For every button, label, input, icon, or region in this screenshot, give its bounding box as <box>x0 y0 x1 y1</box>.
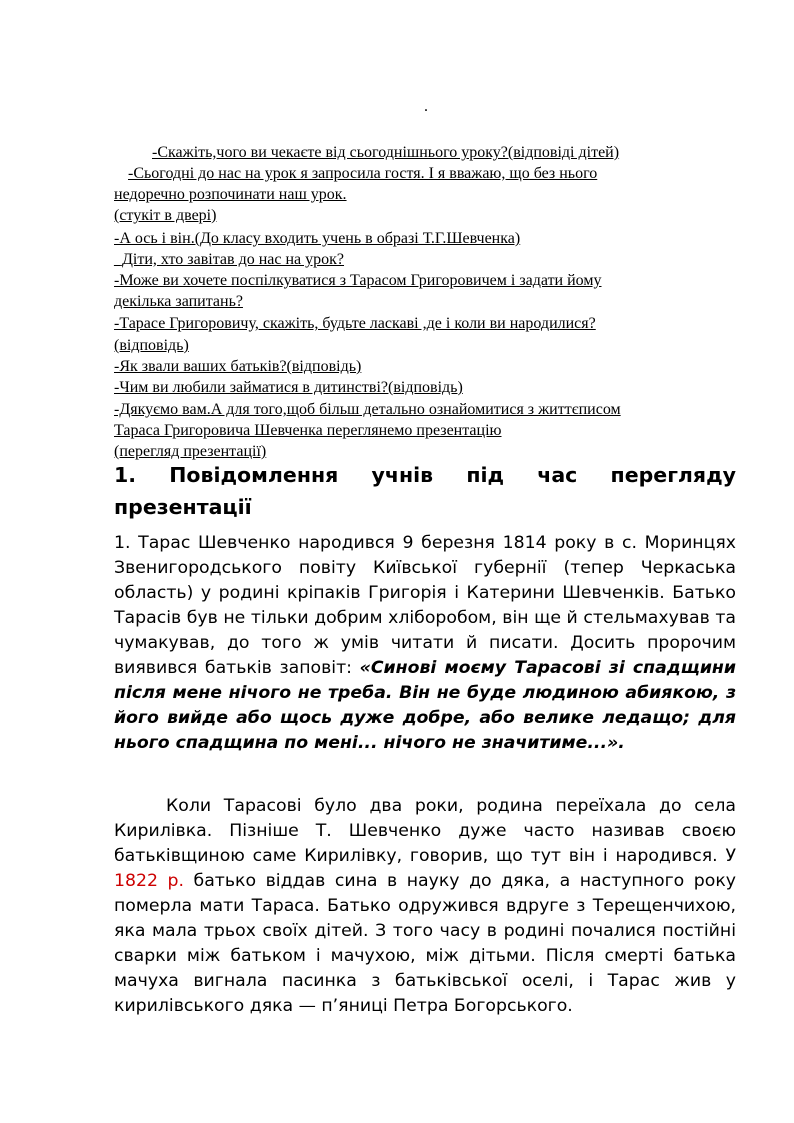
dialogue-line: Тараса Григоровича Шевченка переглянемо презентацію <box>114 422 502 439</box>
dialogue-line: -Може ви хочете поспілкуватися з Тарасом Григоровичем і задати йому <box>114 272 602 289</box>
paragraph-text: 1. Тарас Шевченко народився 9 березня 1814 року в с. Моринцях Звенигородського повіту Київської губернії (тепер Черкаська область) у родині кріпаків Григорія і Катерини Шевченків. Батько Тарасів був не тільки добрим хліборобом, він ще й стельмахував та чумакував, до того ж умів читати й писати. Досить пророчим виявився батьків заповіт: <box>114 533 736 678</box>
dialogue-line: -Тарасе Григоровичу, скажіть, будьте ласкаві ,де і коли ви народилися? <box>114 315 596 332</box>
dialogue-line: (відповідь) <box>114 337 189 354</box>
section-heading-continued: презентації <box>114 495 252 519</box>
section-heading: 1. Повідомлення учнів під час перегляду <box>114 463 736 487</box>
dialogue-line: -Чим ви любили займатися в дитинстві?(відповідь) <box>114 379 463 396</box>
dialogue-line: (стукіт в двері) <box>114 207 217 224</box>
paragraph-text: батько віддав сина в науку до дяка, а наступного року померла мати Тараса. Батько одружився вдруге з Терещенчихою, яка мала трьох своїх дітей. З того часу в родині почалися постійні сварки між батьком і мачухою, між дітьми. Після смерті батька мачуха вигнала пасинка з батьківської оселі, і Тарас жив у кирилівського дяка — п’яниці Петра Богорського. <box>114 871 736 1016</box>
dialogue-line: _Діти, хто завітав до нас на урок? <box>114 251 345 268</box>
dialogue-line: -Скажіть,чого ви чекаєте від сьогоднішнього уроку?(відповіді дітей) <box>152 144 620 161</box>
biography-paragraph-1 <box>114 531 736 756</box>
dialogue-line: -Сьогодні до нас на урок я запросила гостя. І я вважаю, що без нього <box>128 165 598 182</box>
dialogue-line: (перегляд презентації) <box>114 443 267 460</box>
biography-paragraph-2 <box>114 794 736 1019</box>
highlighted-year: 1822 р. <box>114 871 184 891</box>
dialogue-line: недоречно розпочинати наш урок. <box>114 186 347 203</box>
dialogue-line: декілька запитань? <box>114 293 243 310</box>
dialogue-line: -Як звали ваших батьків?(відповідь) <box>114 358 362 375</box>
top-mark: . <box>424 98 428 115</box>
dialogue-line: -А ось і він.(До класу входить учень в образі Т.Г.Шевченка) <box>114 230 521 247</box>
paragraph-text: Коли Тарасові було два роки, родина переїхала до села Кирилівка. Пізніше Т. Шевченко дуже часто називав своєю батьківщиною саме Кирилівку, говорив, що тут він і народився. У <box>114 796 736 866</box>
father-testament-quote: «Синові моєму Тарасові зі спадщини після мене нічого не треба. Він не буде людиною абиякою, з його вийде або щось дуже добре, або велике ледащо; для нього спадщина по мені... нічого не значитиме...». <box>114 658 736 753</box>
dialogue-line: -Дякуємо вам.А для того,щоб більш детально ознайомитися з життєписом <box>114 401 621 418</box>
